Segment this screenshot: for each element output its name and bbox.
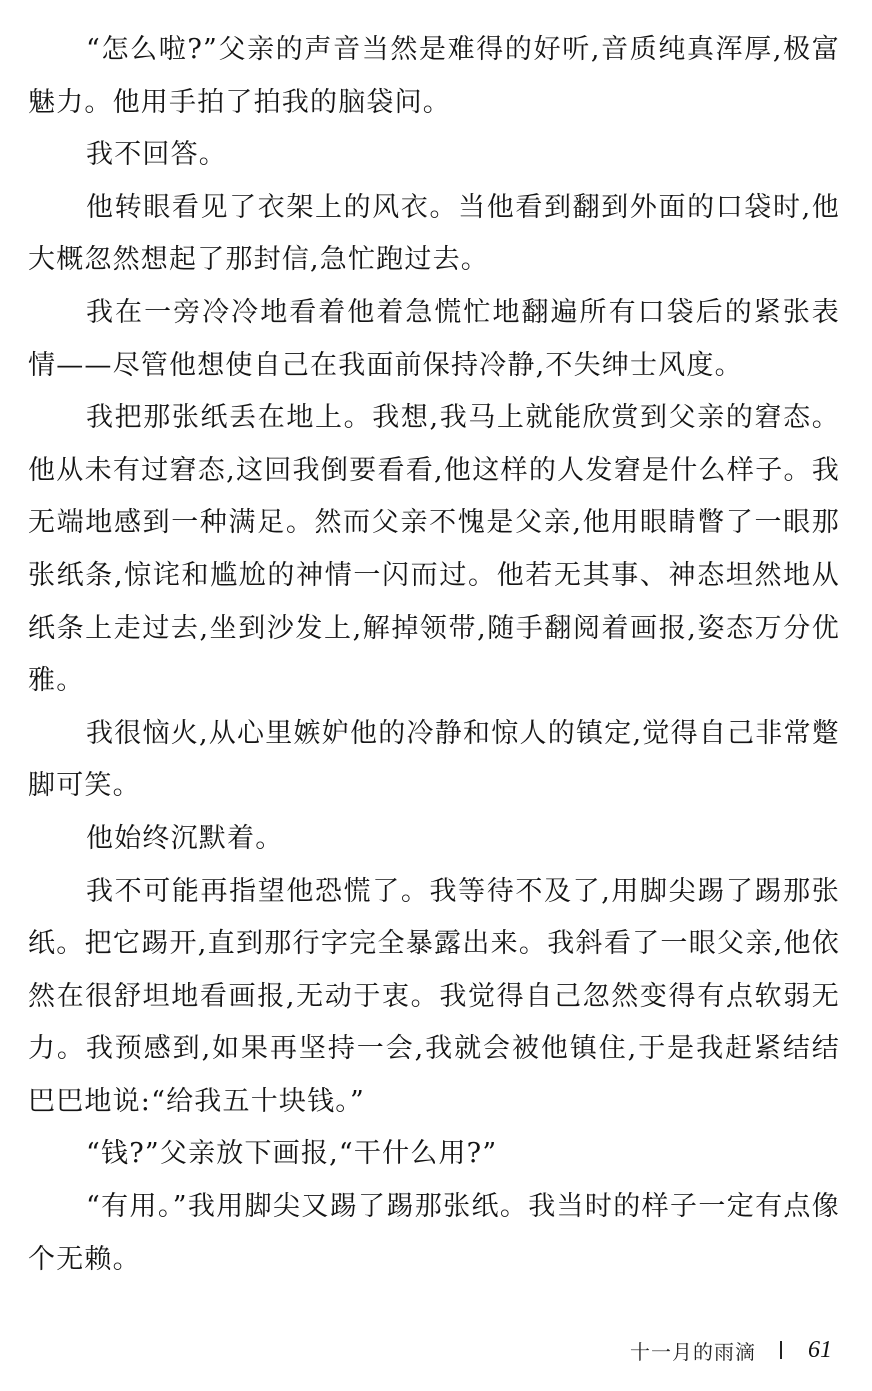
paragraph: “有用。”我用脚尖又踢了踢那张纸。我当时的样子一定有点像个无赖。 <box>28 1191 840 1275</box>
paragraph: 我不可能再指望他恐慌了。我等待不及了,用脚尖踢了踢那张纸。把它踢开,直到那行字完全暴露出来。我斜看了一眼父亲,他依然在很舒坦地看画报,无动于衷。我觉得自己忽然变得有点软弱无力。我预感到,如果再坚持一会,我就会被他镇住,于是我赶紧结结巴巴地说:“给我五十块钱。” <box>28 875 840 1117</box>
page-body <box>28 24 840 1286</box>
paragraph: 他始终沉默着。 <box>86 822 284 854</box>
paragraph: 我在一旁冷冷地看着他着急慌忙地翻遍所有口袋后的紧张表情——尽管他想使自己在我面前保持冷静,不失绅士风度。 <box>28 296 840 381</box>
page-footer <box>630 1332 832 1368</box>
paragraph: 我很恼火,从心里嫉妒他的冷静和惊人的镇定,觉得自己非常蹩脚可笑。 <box>28 717 840 802</box>
paragraph: 他转眼看见了衣架上的风衣。当他看到翻到外面的口袋时,他大概忽然想起了那封信,急忙跑过去。 <box>28 191 840 276</box>
paragraph: 我不回答。 <box>86 139 227 171</box>
paragraph: “钱?”父亲放下画报,“干什么用?” <box>86 1138 498 1170</box>
footer-divider <box>780 1341 782 1359</box>
page-number: 61 <box>808 1336 832 1363</box>
paragraph: 我把那张纸丢在地上。我想,我马上就能欣赏到父亲的窘态。他从未有过窘态,这回我倒要看看,他这样的人发窘是什么样子。我无端地感到一种满足。然而父亲不愧是父亲,他用眼睛瞥了一眼那张纸条,惊诧和尴尬的神情一闪而过。他若无其事、神态坦然地从纸条上走过去,坐到沙发上,解掉领带,随手翻阅着画报,姿态万分优雅。 <box>28 402 840 697</box>
paragraph: “怎么啦?”父亲的声音当然是难得的好听,音质纯真浑厚,极富魅力。他用手拍了拍我的脑袋问。 <box>28 34 840 118</box>
running-title: 十一月的雨滴 <box>630 1339 756 1364</box>
